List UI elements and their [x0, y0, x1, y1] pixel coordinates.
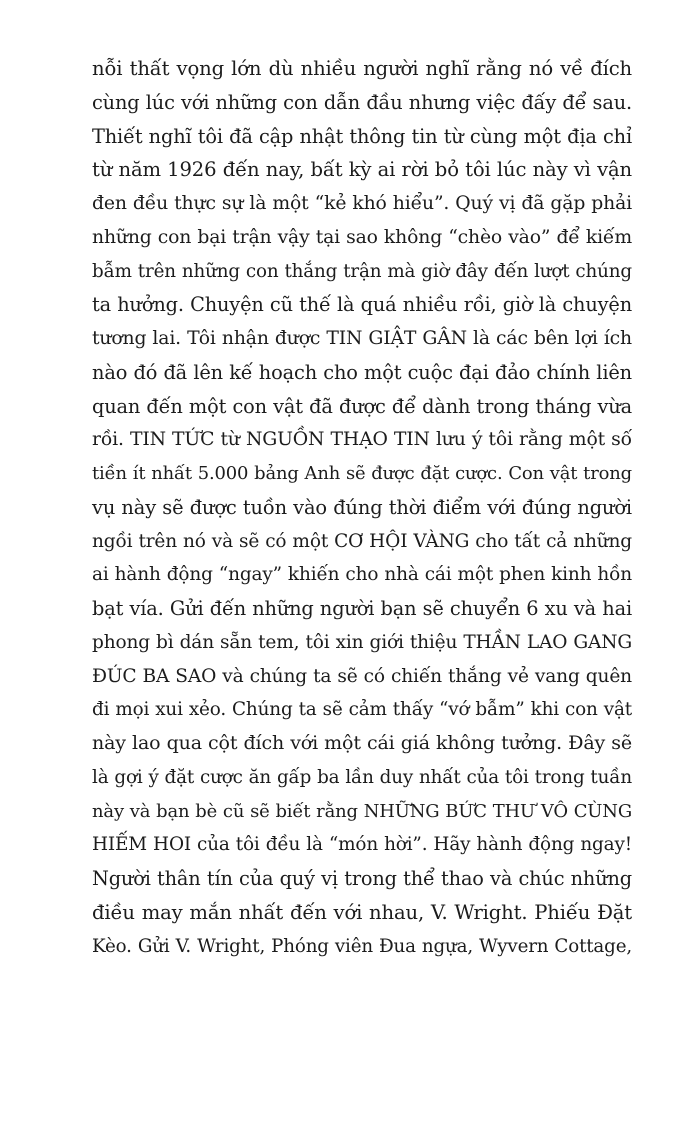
text-line: nào đó đã lên kế hoạch cho một cuộc đại đảo chính liên — [92, 360, 632, 384]
text-line: ai hành động “ngay” khiến cho nhà cái một phen kinh hồn — [92, 564, 632, 586]
text-line: là gợi ý đặt cược ăn gấp ba lần duy nhất của tôi trong tuần — [92, 766, 632, 788]
body-paragraph — [92, 52, 632, 963]
text-line: vụ này sẽ được tuồn vào đúng thời điểm với đúng người — [92, 495, 632, 519]
text-line: tương lai. Tôi nhận được TIN GIẬT GÂN là các bên lợi ích — [92, 328, 632, 349]
text-line: điều may mắn nhất đến với nhau, V. Wright. Phiếu Đặt — [92, 900, 632, 924]
text-line: đen đều thực sự là một “kẻ khó hiểu”. Quý vị đã gặp phải — [92, 193, 632, 214]
text-line: quan đến một con vật đã được để dành trong tháng vừa — [92, 394, 632, 418]
text-line: cùng lúc với những con dẫn đầu nhưng việc đấy để sau. — [92, 90, 632, 114]
text-line: những con bại trận vậy tại sao không “chèo vào” để kiếm — [92, 226, 632, 248]
text-line: phong bì dán sẵn tem, tôi xin giới thiệu THẦN LAO GANG — [92, 631, 632, 653]
text-line: bẫm trên những con thắng trận mà giờ đây đến lượt chúng — [92, 260, 632, 282]
text-line: HIẾM HOI của tôi đều là “món hời”. Hãy hành động ngay! — [92, 834, 632, 856]
text-line: này và bạn bè cũ sẽ biết rằng NHỮNG BỨC THƯ VÔ CÙNG — [92, 800, 632, 822]
text-line: Người thân tín của quý vị trong thể thao và chúc những — [92, 867, 632, 890]
text-line: ĐÚC BA SAO và chúng ta sẽ có chiến thắng vẻ vang quên — [92, 665, 632, 687]
text-line: ngồi trên nó và sẽ có một CƠ HỘI VÀNG cho tất cả những — [92, 530, 632, 552]
text-line: nỗi thất vọng lớn dù nhiều người nghĩ rằng nó về đích — [92, 57, 632, 80]
text-line: ta hưởng. Chuyện cũ thế là quá nhiều rồi, giờ là chuyện — [92, 293, 632, 317]
text-line: từ năm 1926 đến nay, bất kỳ ai rời bỏ tôi lúc này vì vận — [92, 158, 632, 182]
text-line: này lao qua cột đích với một cái giá không tưởng. Đây sẽ — [92, 732, 632, 754]
text-line: bạt vía. Gửi đến những người bạn sẽ chuyển 6 xu và hai — [92, 597, 632, 620]
text-line: đi mọi xui xẻo. Chúng ta sẽ cảm thấy “vớ bẫm” khi con vật — [92, 699, 632, 721]
text-line: Thiết nghĩ tôi đã cập nhật thông tin từ cùng một địa chỉ — [92, 124, 632, 148]
text-line: Kèo. Gửi V. Wright, Phóng viên Đua ngựa, Wyvern Cottage, — [92, 935, 632, 957]
text-line: rồi. TIN TỨC từ NGUỒN THẠO TIN lưu ý tôi rằng một số — [92, 429, 632, 451]
text-line: tiền ít nhất 5.000 bảng Anh sẽ được đặt cược. Con vật trong — [92, 463, 632, 484]
